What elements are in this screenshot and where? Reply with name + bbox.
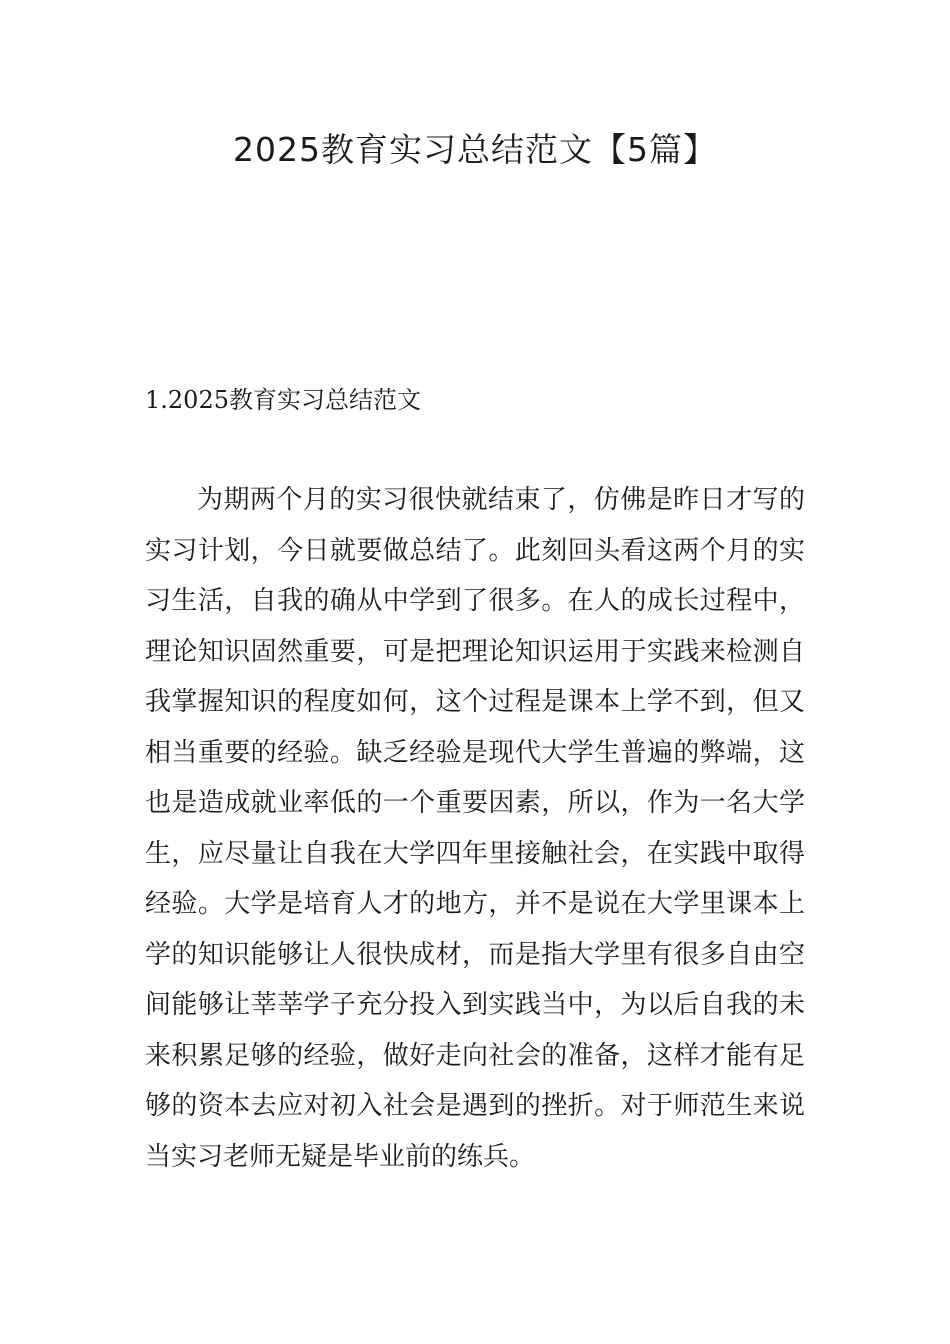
body-paragraph: 为期两个月的实习很快就结束了，仿佛是昨日才写的实习计划，今日就要做总结了。此刻回头看这两个月的实习生活，自我的确从中学到了很多。在人的成长过程中，理论知识固然重要，可是把理论知识运用于实践来检测自我掌握知识的程度如何，这个过程是课本上学不到，但又相当重要的经验。缺乏经验是现代大学生普遍的弊端，这也是造成就业率低的一个重要因素，所以，作为一名大学生，应尽量让自我在大学四年里接触社会，在实践中取得经验。大学是培育人才的地方，并不是说在大学里课本上学的知识能够让人很快成材，而是指大学里有很多自由空间能够让莘莘学子充分投入到实践当中，为以后自我的未来积累足够的经验，做好走向社会的准备，这样才能有足够的资本去应对初入社会是遇到的挫折。对于师范生来说当实习老师无疑是毕业前的练兵。 [145, 485, 805, 1172]
section-heading: 1.2025教育实习总结范文 [145, 386, 421, 414]
document-title: 2025教育实习总结范文【5篇】 [233, 130, 717, 169]
